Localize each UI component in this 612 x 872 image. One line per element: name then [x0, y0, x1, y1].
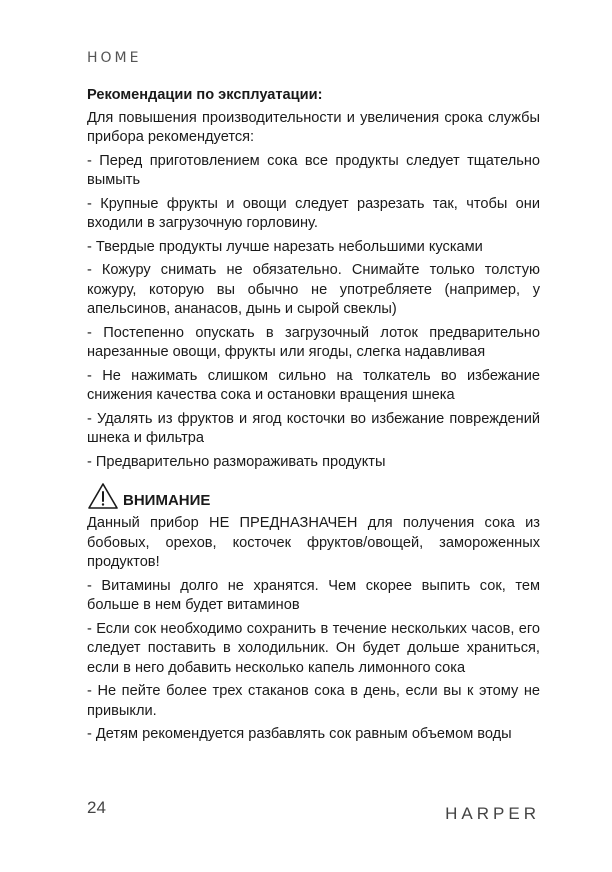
warning-triangle-icon — [87, 482, 119, 510]
warning-heading — [87, 480, 540, 510]
brand-logo: HARPER — [445, 804, 540, 823]
home-logo: HOME — [87, 50, 142, 66]
recommendation-paragraph: - Удалять из фруктов и ягод косточки во избежание повреждений шнека и фильтра — [87, 410, 540, 446]
warning-label: ВНИМАНИЕ — [123, 492, 211, 509]
warning-paragraph: - Если сок необходимо сохранить в течение нескольких часов, его следует поставить в холодильник. Он будет дольше храниться, если в него добавить несколько капель лимонного сока — [87, 620, 540, 676]
warning-paragraph: - Детям рекомендуется разбавлять сок равным объемом воды — [87, 726, 512, 742]
recommendation-paragraph: - Не нажимать слишком сильно на толкатель во избежание снижения качества сока и остановки вращения шнека — [87, 367, 540, 403]
warning-paragraph: - Не пейте более трех стаканов сока в день, если вы к этому не привыкли. — [87, 683, 540, 719]
recommendation-paragraph: - Твердые продукты лучше нарезать небольшими кусками — [87, 238, 483, 255]
page-content — [87, 86, 540, 749]
section-title: Рекомендации по эксплуатации: — [87, 87, 323, 103]
recommendation-paragraph: - Перед приготовлением сока все продукты следует тщательно вымыть — [87, 152, 540, 188]
recommendation-paragraph: Для повышения производительности и увеличения срока службы прибора рекомендуется: — [87, 109, 540, 145]
recommendation-paragraph: - Постепенно опускать в загрузочный лоток предварительно нарезанные овощи, фрукты или ягоды, слегка надавливая — [87, 324, 540, 360]
warning-paragraph: - Витамины долго не хранятся. Чем скорее выпить сок, тем больше в нем будет витаминов — [87, 577, 540, 613]
recommendation-paragraph: - Кожуру снимать не обязательно. Снимайте только толстую кожуру, которую вы обычно не употребляете (например, у апельсинов, ананасов, дынь и сырой свеклы) — [87, 262, 540, 317]
warning-paragraph: Данный прибор НЕ ПРЕДНАЗНАЧЕН для получения сока из бобовых, орехов, косточек фруктов/овощей, замороженных продуктов! — [87, 515, 540, 570]
page-number: 24 — [87, 798, 106, 817]
recommendation-paragraph: - Предварительно размораживать продукты — [87, 453, 386, 470]
recommendation-paragraph: - Крупные фрукты и овощи следует разрезать так, чтобы они входили в загрузочную горловину. — [87, 195, 540, 231]
